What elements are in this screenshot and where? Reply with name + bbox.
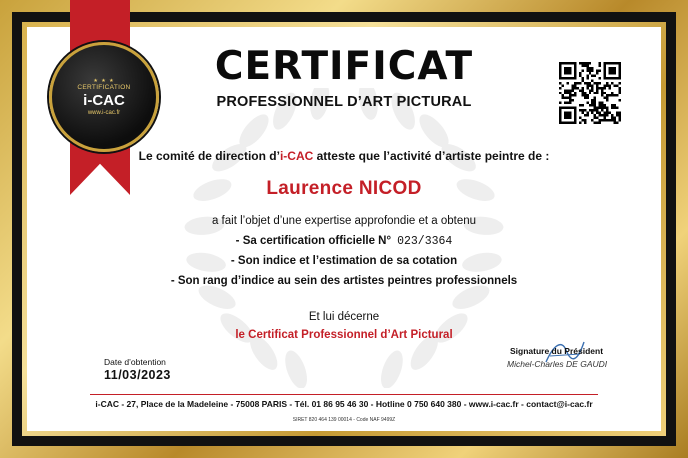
qr-module [599,87,601,89]
qr-module [611,114,613,116]
qr-module [604,117,606,119]
qr-module [594,107,596,109]
qr-module [611,117,613,119]
qr-module [606,109,608,111]
qr-code-icon[interactable] [559,62,621,124]
qr-module [586,87,588,89]
qr-module [566,102,568,104]
qr-module [619,99,621,101]
qr-module [614,119,616,121]
qr-module [591,102,593,104]
qr-module [566,89,568,91]
qr-module [584,64,586,66]
qr-module [604,112,606,114]
wreath-leaf [281,348,312,388]
wreath-leaf [377,348,408,388]
qr-module [586,94,588,96]
qr-module [579,117,581,119]
qr-module [564,97,566,99]
qr-module [591,119,593,121]
qr-module [609,119,611,121]
qr-module [611,92,613,94]
certification-label: - Sa certification officielle N° [235,235,392,247]
qr-module [589,72,591,74]
qr-module [616,122,618,124]
qr-module [571,99,573,101]
qr-module [574,87,576,89]
qr-module [601,119,603,121]
qr-module [604,119,606,121]
rank-line: - Son rang d’indice au sein des artistes peintres professionnels [170,275,518,287]
qr-module [604,114,606,116]
intro-after: atteste que l’activité d’artiste peintre de : [313,149,550,163]
award-name: le Certificat Professionnel d’Art Pictural [235,329,453,341]
qr-module [584,119,586,121]
qr-module [574,82,576,84]
qr-module [571,84,573,86]
qr-module [619,117,621,119]
qr-module [604,104,606,106]
certification-line [0,235,688,248]
qr-module [606,94,608,96]
qr-module [594,109,596,111]
qr-module [616,94,618,96]
qr-module [599,102,601,104]
qr-module [601,92,603,94]
qr-module [616,114,618,116]
seal-top-text: CERTIFICATION [77,84,131,91]
qr-module [564,112,571,119]
qr-module [596,84,598,86]
qr-module [594,114,596,116]
qr-module [609,94,611,96]
signature-name: Michel-Charles DE GAUDI [507,359,608,369]
qr-module [606,97,608,99]
qr-module [564,92,566,94]
qr-module [599,112,601,114]
qr-module [599,107,601,109]
qr-module [606,107,608,109]
qr-module [594,122,596,124]
intro-text [0,149,688,163]
qr-module [589,82,591,84]
qr-module [574,84,576,86]
qr-module [594,97,596,99]
qr-module [599,64,601,66]
qr-module [604,92,606,94]
qr-module [619,82,621,84]
qr-module [579,109,581,111]
qr-module [584,94,586,96]
qr-module [611,82,613,84]
date-value: 11/03/2023 [104,368,171,382]
qr-module [596,109,598,111]
qr-module [596,122,598,124]
qr-module [589,69,591,71]
qr-module [566,92,568,94]
qr-module [569,97,571,99]
qr-module [614,117,616,119]
qr-module [559,102,561,104]
qr-module [591,104,593,106]
qr-module [579,104,581,106]
qr-module [576,82,578,84]
qr-module [611,107,613,109]
footer-legal: SIRET 820 464 139 00014 - Code NAF 9499Z [292,417,396,423]
qr-module [596,107,598,109]
qr-module [591,109,593,111]
qr-module [599,122,601,124]
recipient-name: Laurence NICOD [266,178,422,199]
qr-module [596,69,598,71]
qr-module [616,112,618,114]
qr-module [561,94,563,96]
qr-module [559,92,561,94]
qr-module [601,87,603,89]
qr-module [599,114,601,116]
qr-module [616,107,618,109]
qr-module [591,112,593,114]
qr-module [596,112,598,114]
qr-module [604,107,606,109]
qr-module [619,89,621,91]
qr-module [596,117,598,119]
qr-module [594,82,596,84]
qr-module [569,94,571,96]
qr-module [596,72,598,74]
qr-module [609,67,616,74]
qr-module [619,119,621,121]
qr-module [581,77,583,79]
qr-module [584,92,586,94]
qr-module [589,109,591,111]
qr-module [589,92,591,94]
qr-module [586,77,588,79]
qr-module [584,97,586,99]
qr-module [594,117,596,119]
qr-module [591,79,593,81]
qr-module [611,119,613,121]
qr-module [586,67,588,69]
qr-module [614,94,616,96]
qr-module [569,89,571,91]
qr-module [581,109,583,111]
qr-module [599,104,601,106]
qr-module [584,109,586,111]
qr-module [614,122,616,124]
qr-module [586,102,588,104]
qr-module [589,62,591,64]
seal-url: www.i-cac.fr [87,110,121,116]
qr-module [591,99,593,101]
qr-module [596,92,598,94]
qr-module [559,87,561,89]
qr-module [601,89,603,91]
qr-module [569,99,571,101]
intro-brand: i-CAC [279,149,314,163]
qr-module [619,92,621,94]
qr-module [579,74,581,76]
qr-module [586,84,588,86]
qr-module [601,102,603,104]
qr-module [586,112,588,114]
qr-module [601,107,603,109]
qr-module [589,67,591,69]
qr-module [614,107,616,109]
qr-module [614,104,616,106]
qr-module [604,97,606,99]
qr-module [579,89,581,91]
qr-module [599,82,601,84]
qr-module [574,94,576,96]
qr-module [591,84,593,86]
qr-module [586,62,588,64]
qr-module [594,104,596,106]
qr-module [566,82,568,84]
qr-module [579,62,581,64]
qr-module [586,64,588,66]
qr-module [574,92,576,94]
qr-module [594,99,596,101]
qr-module [581,94,583,96]
qr-module [589,89,591,91]
qr-module [581,112,583,114]
signature-label: Signature du Président [510,346,604,356]
expertise-line: a fait l’objet d’une expertise approfondie et a obtenu [211,215,477,227]
qr-module [591,69,593,71]
qr-module [581,79,583,81]
qr-module [606,114,608,116]
qr-module [596,87,598,89]
certificate-title: CERTIFICAT [214,44,474,89]
qr-module [596,82,598,84]
qr-module [566,97,568,99]
qr-module [591,74,593,76]
qr-module [564,67,571,74]
footer-address: i-CAC - 27, Place de la Madeleine - 75008 PARIS - Tél. 01 86 95 46 30 - Hotline 0 750 640 380 - www.i-cac.fr - contact@i-cac.fr [95,399,593,409]
seal-brand: i-CAC [83,92,125,109]
qr-module [606,99,608,101]
qr-module [606,84,608,86]
award-intro: Et lui décerne [308,311,380,323]
qr-module [581,62,583,64]
qr-module [579,72,581,74]
qr-module [559,82,561,84]
qr-module [581,89,583,91]
qr-module [601,94,603,96]
qr-module [581,64,583,66]
qr-module [584,114,586,116]
qr-module [609,87,611,89]
qr-module [571,94,573,96]
qr-module [581,69,583,71]
qr-module [584,62,586,64]
qr-module [619,87,621,89]
qr-module [581,104,583,106]
qr-module [581,87,583,89]
qr-module [601,114,603,116]
qr-code-cells [559,62,621,124]
qr-module [594,92,596,94]
qr-module [591,87,593,89]
qr-module [579,82,581,84]
qr-module [564,89,566,91]
qr-module [604,87,606,89]
qr-module [619,112,621,114]
seal-stars: ★ ★ ★ [93,78,115,84]
qr-module [586,74,588,76]
certification-number: 023/3364 [397,235,453,248]
qr-module [616,84,618,86]
qr-module [599,62,601,64]
qr-module [609,112,611,114]
qr-module [606,112,608,114]
qr-module [594,102,596,104]
qr-module [606,82,608,84]
qr-module [586,114,588,116]
qr-module [584,122,586,124]
qr-module [586,69,588,71]
qr-module [606,119,608,121]
qr-module [571,87,573,89]
qr-module [609,84,611,86]
qr-module [581,119,583,121]
qr-module [619,114,621,116]
qr-module [576,87,578,89]
qr-module [589,84,591,86]
qr-module [569,102,571,104]
qr-module [601,109,603,111]
qr-module [569,92,571,94]
qr-module [599,69,601,71]
qr-module [561,84,563,86]
qr-module [604,84,606,86]
qr-module [596,89,598,91]
qr-module [579,122,581,124]
intro-before: Le comité de direction d’ [138,149,280,163]
qr-module [561,97,563,99]
qr-module [586,97,588,99]
qr-module [611,104,613,106]
qr-module [586,82,588,84]
qr-module [591,67,593,69]
date-label: Date d’obtention [104,357,166,367]
qr-module [599,77,601,79]
certificate-subtitle: PROFESSIONNEL D’ART PICTURAL [216,94,472,110]
qr-module [611,94,613,96]
qr-module [591,89,593,91]
qr-module [601,104,603,106]
qr-module [614,84,616,86]
qr-module [599,119,601,121]
qr-module [571,89,573,91]
index-line: - Son indice et l’estimation de sa cotation [230,255,458,267]
qr-module [589,104,591,106]
qr-module [594,74,596,76]
qr-module [581,92,583,94]
qr-module [564,102,566,104]
qr-module [584,82,586,84]
footer-divider [90,394,598,395]
